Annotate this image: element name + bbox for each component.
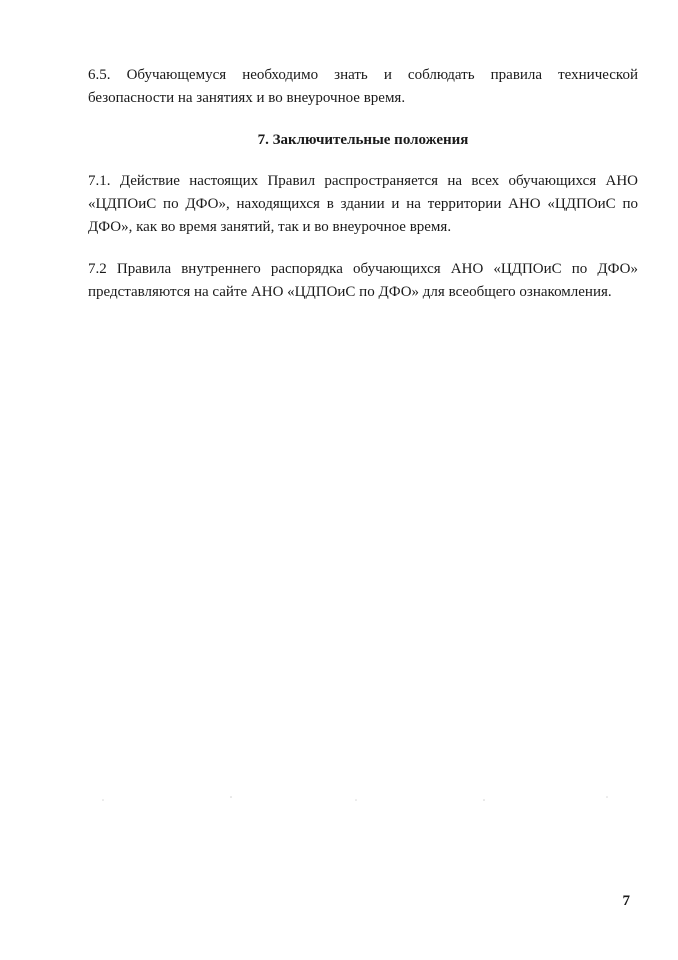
paragraph-7-2: 7.2 Правила внутреннего распорядка обучающихся АНО «ЦДПОиС по ДФО» представляются на сайте АНО «ЦДПОиС по ДФО» для всеобщего ознакомления. [88, 261, 638, 300]
paragraph-6-5: 6.5. Обучающемуся необходимо знать и соблюдать правила технической безопасности на занятиях и во внеурочное время. [88, 67, 638, 106]
paragraph-7-1: 7.1. Действие настоящих Правил распространяется на всех обучающихся АНО «ЦДПОиС по ДФО», находящихся в здании и на территории АНО «ЦДПОиС по ДФО», как во время занятий, так и во внеурочное время. [88, 173, 638, 235]
section-heading-7: 7. Заключительные положения [257, 132, 469, 148]
scan-dot [102, 799, 104, 801]
page-number: 7 [622, 893, 630, 909]
scan-dot [230, 796, 232, 798]
scan-dot [606, 796, 608, 798]
scan-dot [483, 799, 485, 801]
scan-dot [355, 799, 357, 801]
